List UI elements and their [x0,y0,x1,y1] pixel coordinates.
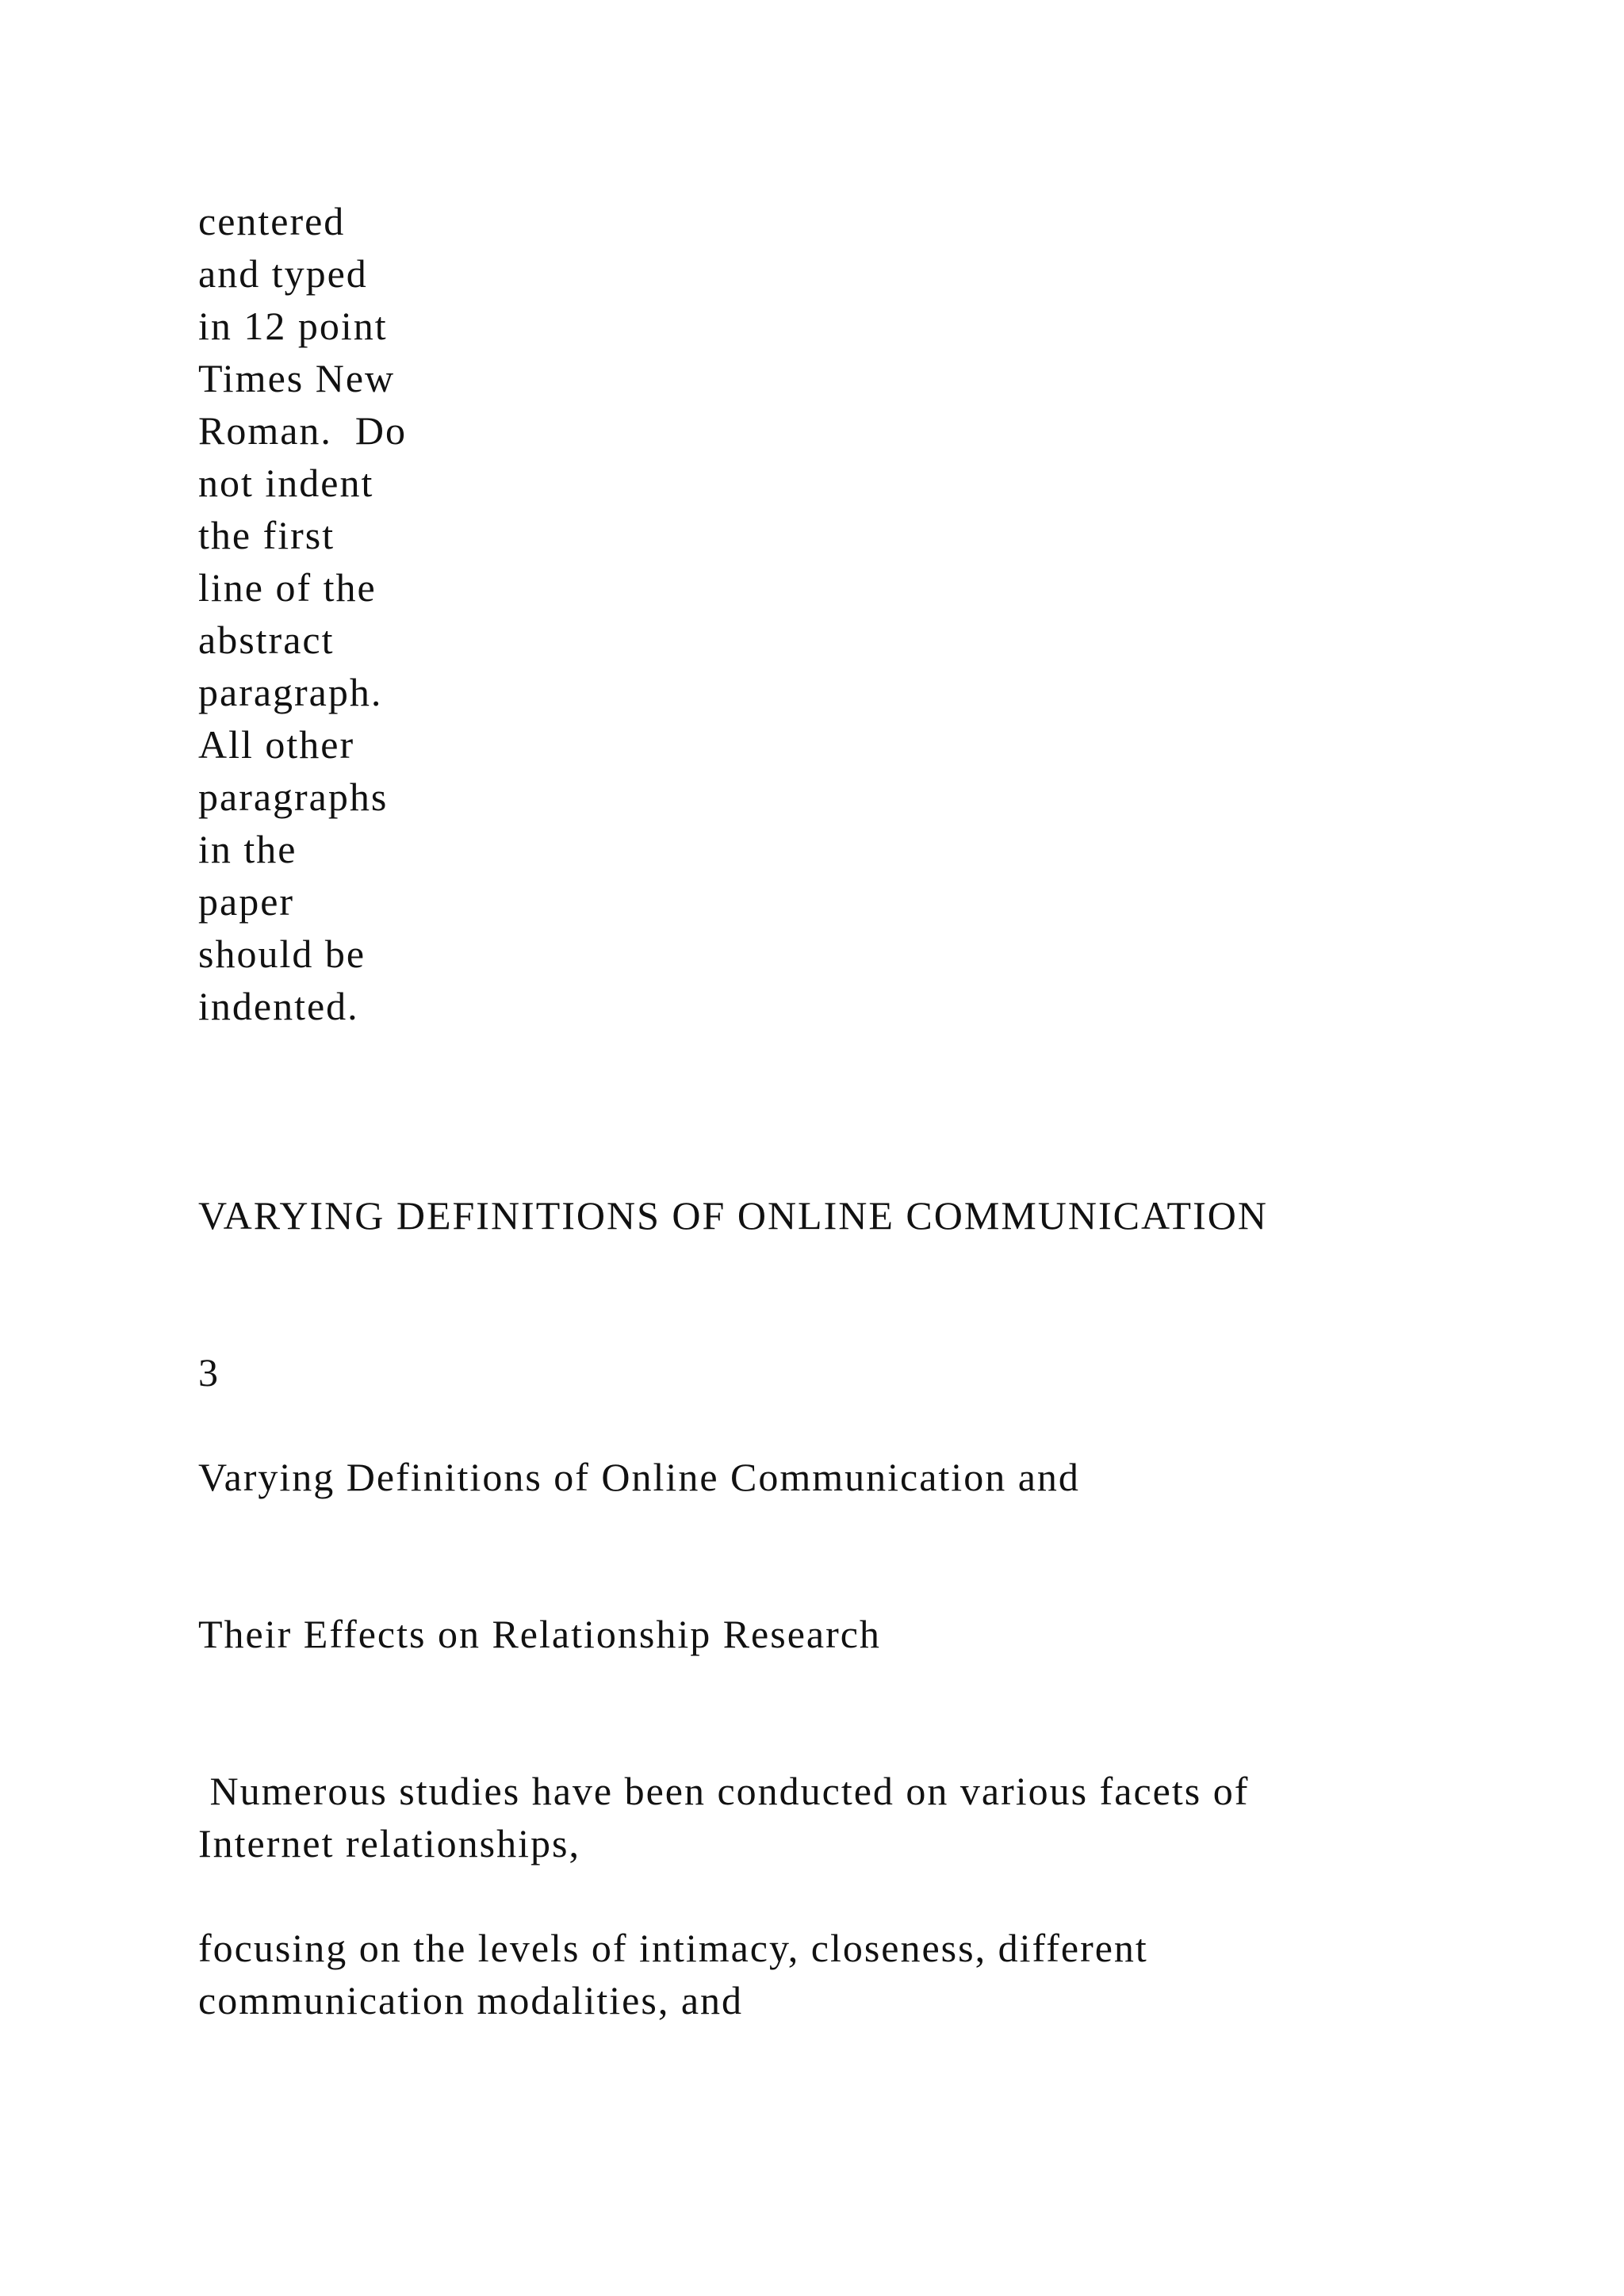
formatting-note: centered and typed in 12 point Times New Roman. Do not indent the first line of the abstract paragraph. All other paragraphs in the paper should be indented. [198,199,408,1028]
page-number: 3 [198,1350,220,1395]
body-paragraph-2: focusing on the levels of intimacy, closeness, different communication modalities, and [198,1926,1148,2022]
running-head: VARYING DEFINITIONS OF ONLINE COMMUNICATION [198,1193,1268,1238]
paper-title-line-2: Their Effects on Relationship Research [198,1612,881,1656]
body-paragraph-1: Numerous studies have been conducted on various facets of Internet relationships, [198,1769,1250,1866]
paper-title-line-1: Varying Definitions of Online Communication and [198,1455,1080,1499]
